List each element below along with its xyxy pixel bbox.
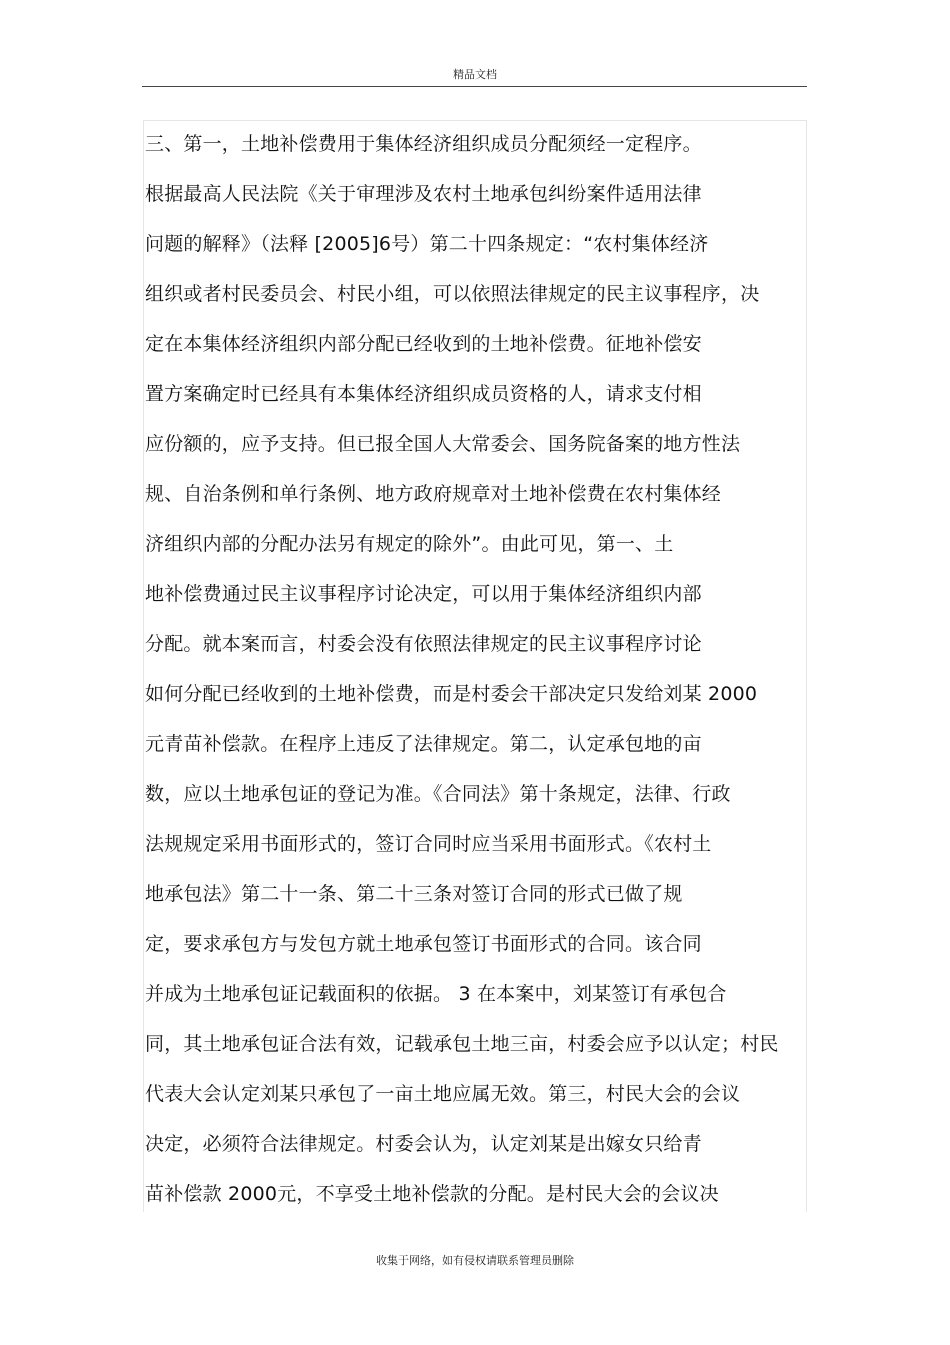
- body-line: 分配。就本案而言，村委会没有依照法律规定的民主议事程序讨论: [145, 633, 702, 655]
- body-line: 苗补偿款 2000元，不享受土地补偿款的分配。是村民大会的会议决: [145, 1183, 719, 1205]
- text-frame-top-border: [143, 120, 806, 121]
- body-line: 根据最高人民法院《关于审理涉及农村土地承包纠纷案件适用法律: [145, 183, 702, 205]
- body-line: 并成为土地承包证记载面积的依据。 3 在本案中，刘某签订有承包合: [145, 983, 727, 1005]
- body-line: 地补偿费通过民主议事程序讨论决定，可以用于集体经济组织内部: [145, 583, 702, 605]
- body-line: 元青苗补偿款。在程序上违反了法律规定。第二，认定承包地的亩: [145, 733, 702, 755]
- body-line: 决定，必须符合法律规定。村委会认为，认定刘某是出嫁女只给青: [145, 1133, 702, 1155]
- body-line: 置方案确定时已经具有本集体经济组织成员资格的人，请求支付相: [145, 383, 702, 405]
- body-line: 如何分配已经收到的土地补偿费，而是村委会干部决定只发给刘某 2000: [145, 683, 758, 705]
- body-line: 规、自治条例和单行条例、地方政府规章对土地补偿费在农村集体经: [145, 483, 722, 505]
- body-line: 三、第一，土地补偿费用于集体经济组织成员分配须经一定程序。: [145, 133, 702, 155]
- body-line: 济组织内部的分配办法另有规定的除外”。由此可见，第一、土: [145, 533, 674, 555]
- page-footer-text: 收集于网络，如有侵权请联系管理员删除: [376, 1254, 574, 1267]
- body-line: 问题的解释》（法释 [2005]6号）第二十四条规定：“农村集体经济: [145, 233, 709, 255]
- body-line: 地承包法》第二十一条、第二十三条对签订合同的形式已做了规: [145, 883, 683, 905]
- body-line: 代表大会认定刘某只承包了一亩土地应属无效。第三，村民大会的会议: [145, 1083, 741, 1105]
- page-header-title: 精品文档: [453, 68, 497, 81]
- body-line: 定，要求承包方与发包方就土地承包签订书面形式的合同。该合同: [145, 933, 702, 955]
- document-body: [145, 126, 845, 1226]
- body-line: 数，应以土地承包证的登记为准。《合同法》第十条规定，法律、行政: [145, 783, 731, 805]
- text-frame-left-border: [143, 120, 144, 1212]
- header-divider: [142, 86, 807, 87]
- body-line: 法规规定采用书面形式的，签订合同时应当采用书面形式。《农村土: [145, 833, 712, 855]
- body-line: 定在本集体经济组织内部分配已经收到的土地补偿费。征地补偿安: [145, 333, 702, 355]
- body-line: 同，其土地承包证合法有效，记载承包土地三亩，村委会应予以认定；村民: [145, 1033, 779, 1055]
- body-line: 组织或者村民委员会、村民小组，可以依照法律规定的民主议事程序，决: [145, 283, 760, 305]
- body-line: 应份额的，应予支持。但已报全国人大常委会、国务院备案的地方性法: [145, 433, 741, 455]
